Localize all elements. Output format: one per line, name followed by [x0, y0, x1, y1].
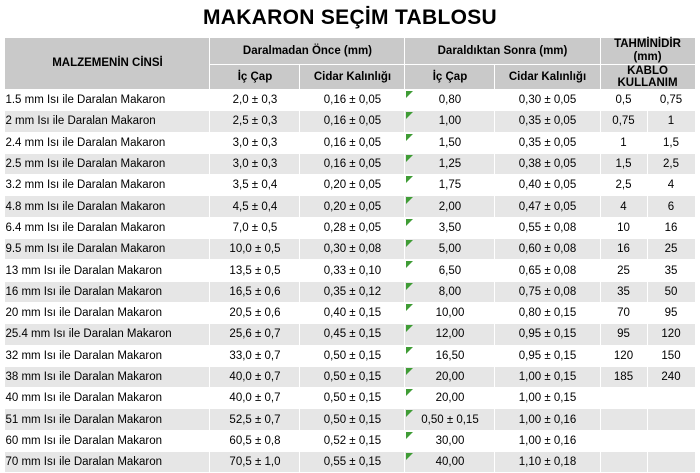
- cell-after-wall: 0,30 ± 0,05: [495, 90, 600, 111]
- cell-after-inner: 1,25: [405, 153, 495, 174]
- cell-after-inner: 20,00: [405, 366, 495, 387]
- cell-before-wall: 0,20 ± 0,05: [300, 196, 405, 217]
- cell-cable-min: 0,75: [600, 111, 647, 132]
- table-head: [5, 38, 695, 90]
- header-before-group: Daralmadan Önce (mm): [210, 38, 405, 65]
- cell-before-wall: 0,28 ± 0,05: [300, 217, 405, 238]
- green-corner-marker-icon: [406, 389, 413, 396]
- cell-after-wall: 1,00 ± 0,15: [495, 388, 600, 409]
- cell-after-wall: 1,00 ± 0,15: [495, 366, 600, 387]
- cell-after-inner: 2,00: [405, 196, 495, 217]
- cell-before-inner: 20,5 ± 0,6: [210, 302, 300, 323]
- cell-cable-min: 0,5: [600, 90, 647, 111]
- cell-after-wall: 0,95 ± 0,15: [495, 324, 600, 345]
- table-row: [5, 132, 695, 153]
- green-corner-marker-icon: [406, 91, 413, 98]
- cell-cable-min: 1,5: [600, 153, 647, 174]
- cell-cable-min: 4: [600, 196, 647, 217]
- cell-after-wall: 0,60 ± 0,08: [495, 239, 600, 260]
- cell-before-inner: 40,0 ± 0,7: [210, 366, 300, 387]
- cell-material-name: 3.2 mm Isı ile Daralan Makaron: [5, 175, 210, 196]
- cell-after-inner: 20,00: [405, 388, 495, 409]
- cell-material-name: 16 mm Isı ile Daralan Makaron: [5, 281, 210, 302]
- cell-before-inner: 33,0 ± 0,7: [210, 345, 300, 366]
- table-row: [5, 239, 695, 260]
- cell-before-inner: 3,0 ± 0,3: [210, 153, 300, 174]
- cell-before-wall: 0,45 ± 0,15: [300, 324, 405, 345]
- cell-cable-max: 50: [647, 281, 695, 302]
- cell-before-inner: 10,0 ± 0,5: [210, 239, 300, 260]
- green-corner-marker-icon: [406, 176, 413, 183]
- cell-cable-max: [647, 388, 695, 409]
- cell-after-inner: 12,00: [405, 324, 495, 345]
- cell-before-inner: 4,5 ± 0,4: [210, 196, 300, 217]
- cell-after-inner: 5,00: [405, 239, 495, 260]
- table-body: [5, 90, 695, 473]
- cell-after-inner: 0,50 ± 0,15: [405, 409, 495, 430]
- cell-after-inner: 10,00: [405, 302, 495, 323]
- cell-before-wall: 0,16 ± 0,05: [300, 111, 405, 132]
- header-before-wall: Cidar Kalınlığı: [300, 65, 405, 90]
- table-row: [5, 345, 695, 366]
- cell-before-inner: 60,5 ± 0,8: [210, 430, 300, 451]
- green-corner-marker-icon: [406, 304, 413, 311]
- green-corner-marker-icon: [406, 453, 413, 460]
- cell-material-name: 60 mm Isı ile Daralan Makaron: [5, 430, 210, 451]
- cell-cable-max: 95: [647, 302, 695, 323]
- green-corner-marker-icon: [406, 261, 413, 268]
- cell-after-inner: 0,80: [405, 90, 495, 111]
- cell-before-inner: 25,6 ± 0,7: [210, 324, 300, 345]
- cell-material-name: 32 mm Isı ile Daralan Makaron: [5, 345, 210, 366]
- header-cable-usage: KABLO KULLANIM: [600, 65, 695, 90]
- cell-after-wall: 1,00 ± 0,16: [495, 409, 600, 430]
- header-after-group: Daraldıktan Sonra (mm): [405, 38, 600, 65]
- table-row: [5, 90, 695, 111]
- cell-material-name: 2.4 mm Isı ile Daralan Makaron: [5, 132, 210, 153]
- cell-before-inner: 52,5 ± 0,7: [210, 409, 300, 430]
- table-row: [5, 260, 695, 281]
- green-corner-marker-icon: [406, 155, 413, 162]
- table-row: [5, 409, 695, 430]
- cell-after-wall: 0,35 ± 0,05: [495, 111, 600, 132]
- cell-before-wall: 0,33 ± 0,10: [300, 260, 405, 281]
- table-row: [5, 302, 695, 323]
- cell-cable-max: 35: [647, 260, 695, 281]
- cell-material-name: 2 mm Isı ile Daralan Makaron: [5, 111, 210, 132]
- cell-cable-max: 16: [647, 217, 695, 238]
- cell-cable-min: 10: [600, 217, 647, 238]
- cell-before-inner: 3,5 ± 0,4: [210, 175, 300, 196]
- cell-after-inner: 8,00: [405, 281, 495, 302]
- cell-material-name: 40 mm Isı ile Daralan Makaron: [5, 388, 210, 409]
- cell-after-wall: 0,47 ± 0,05: [495, 196, 600, 217]
- green-corner-marker-icon: [406, 112, 413, 119]
- cell-material-name: 13 mm Isı ile Daralan Makaron: [5, 260, 210, 281]
- header-after-inner: İç Çap: [405, 65, 495, 90]
- cell-cable-max: 6: [647, 196, 695, 217]
- cell-after-wall: 0,35 ± 0,05: [495, 132, 600, 153]
- table-header-row-1: [5, 38, 695, 65]
- green-corner-marker-icon: [406, 134, 413, 141]
- cell-cable-max: 240: [647, 366, 695, 387]
- cell-after-wall: 1,00 ± 0,16: [495, 430, 600, 451]
- cell-cable-max: [647, 452, 695, 473]
- cell-before-wall: 0,16 ± 0,05: [300, 153, 405, 174]
- cell-material-name: 6.4 mm Isı ile Daralan Makaron: [5, 217, 210, 238]
- cell-after-inner: 1,50: [405, 132, 495, 153]
- cell-after-wall: 0,75 ± 0,08: [495, 281, 600, 302]
- cell-cable-max: 150: [647, 345, 695, 366]
- table-row: [5, 388, 695, 409]
- green-corner-marker-icon: [406, 283, 413, 290]
- header-estimate-group: TAHMİNİDİR (mm): [600, 38, 695, 65]
- cell-cable-max: 120: [647, 324, 695, 345]
- cell-before-inner: 70,5 ± 1,0: [210, 452, 300, 473]
- cell-material-name: 4.8 mm Isı ile Daralan Makaron: [5, 196, 210, 217]
- cell-before-inner: 2,5 ± 0,3: [210, 111, 300, 132]
- cell-after-wall: 0,55 ± 0,08: [495, 217, 600, 238]
- cell-cable-min: [600, 409, 647, 430]
- cell-cable-min: [600, 388, 647, 409]
- green-corner-marker-icon: [406, 240, 413, 247]
- cell-before-wall: 0,35 ± 0,12: [300, 281, 405, 302]
- header-after-wall: Cidar Kalınlığı: [495, 65, 600, 90]
- cell-material-name: 2.5 mm Isı ile Daralan Makaron: [5, 153, 210, 174]
- green-corner-marker-icon: [406, 410, 413, 417]
- cell-cable-min: 25: [600, 260, 647, 281]
- cell-cable-min: 16: [600, 239, 647, 260]
- cell-cable-max: 4: [647, 175, 695, 196]
- table-row: [5, 324, 695, 345]
- cell-before-inner: 3,0 ± 0,3: [210, 132, 300, 153]
- cell-material-name: 9.5 mm Isı ile Daralan Makaron: [5, 239, 210, 260]
- green-corner-marker-icon: [406, 347, 413, 354]
- cell-cable-min: 95: [600, 324, 647, 345]
- cell-after-wall: 1,10 ± 0,18: [495, 452, 600, 473]
- cell-material-name: 25.4 mm Isı ile Daralan Makaron: [5, 324, 210, 345]
- cell-before-wall: 0,52 ± 0,15: [300, 430, 405, 451]
- cell-cable-max: 25: [647, 239, 695, 260]
- cell-before-wall: 0,40 ± 0,15: [300, 302, 405, 323]
- table-row: [5, 196, 695, 217]
- table-row: [5, 430, 695, 451]
- cell-cable-max: 2,5: [647, 153, 695, 174]
- green-corner-marker-icon: [406, 197, 413, 204]
- green-corner-marker-icon: [406, 432, 413, 439]
- table-row: [5, 281, 695, 302]
- cell-before-inner: 7,0 ± 0,5: [210, 217, 300, 238]
- table-row: [5, 217, 695, 238]
- cell-after-inner: 1,00: [405, 111, 495, 132]
- cell-after-inner: 16,50: [405, 345, 495, 366]
- cell-before-wall: 0,50 ± 0,15: [300, 409, 405, 430]
- page-title: MAKARON SEÇİM TABLOSU: [202, 6, 498, 29]
- cell-before-wall: 0,55 ± 0,15: [300, 452, 405, 473]
- table-row: [5, 175, 695, 196]
- cell-after-inner: 6,50: [405, 260, 495, 281]
- cell-cable-max: 1: [647, 111, 695, 132]
- header-before-inner: İç Çap: [210, 65, 300, 90]
- cell-cable-max: [647, 409, 695, 430]
- cell-before-wall: 0,50 ± 0,15: [300, 388, 405, 409]
- cell-before-wall: 0,50 ± 0,15: [300, 366, 405, 387]
- cell-cable-min: [600, 452, 647, 473]
- cell-before-wall: 0,16 ± 0,05: [300, 132, 405, 153]
- cell-before-wall: 0,50 ± 0,15: [300, 345, 405, 366]
- cell-cable-max: 0,75: [647, 90, 695, 111]
- cell-before-wall: 0,20 ± 0,05: [300, 175, 405, 196]
- cell-before-wall: 0,30 ± 0,08: [300, 239, 405, 260]
- table-row: [5, 452, 695, 473]
- cell-cable-min: 120: [600, 345, 647, 366]
- cell-before-inner: 40,0 ± 0,7: [210, 388, 300, 409]
- table-row: [5, 153, 695, 174]
- cell-cable-max: [647, 430, 695, 451]
- cell-material-name: 1.5 mm Isı ile Daralan Makaron: [5, 90, 210, 111]
- cell-material-name: 70 mm Isı ile Daralan Makaron: [5, 452, 210, 473]
- cell-cable-min: 35: [600, 281, 647, 302]
- cell-after-wall: 0,65 ± 0,08: [495, 260, 600, 281]
- cell-material-name: 20 mm Isı ile Daralan Makaron: [5, 302, 210, 323]
- table-row: [5, 111, 695, 132]
- green-corner-marker-icon: [406, 325, 413, 332]
- cell-after-inner: 30,00: [405, 430, 495, 451]
- cell-before-inner: 2,0 ± 0,3: [210, 90, 300, 111]
- cell-after-wall: 0,80 ± 0,15: [495, 302, 600, 323]
- cell-before-inner: 16,5 ± 0,6: [210, 281, 300, 302]
- cell-cable-min: 2,5: [600, 175, 647, 196]
- cell-after-wall: 0,38 ± 0,05: [495, 153, 600, 174]
- cell-cable-min: 70: [600, 302, 647, 323]
- cell-after-inner: 40,00: [405, 452, 495, 473]
- makaron-selection-table: [4, 37, 695, 473]
- cell-material-name: 38 mm Isı ile Daralan Makaron: [5, 366, 210, 387]
- cell-cable-max: 1,5: [647, 132, 695, 153]
- green-corner-marker-icon: [406, 219, 413, 226]
- cell-cable-min: 185: [600, 366, 647, 387]
- cell-after-inner: 3,50: [405, 217, 495, 238]
- cell-before-inner: 13,5 ± 0,5: [210, 260, 300, 281]
- green-corner-marker-icon: [406, 368, 413, 375]
- table-row: [5, 366, 695, 387]
- cell-after-wall: 0,95 ± 0,15: [495, 345, 600, 366]
- cell-after-inner: 1,75: [405, 175, 495, 196]
- cell-cable-min: 1: [600, 132, 647, 153]
- header-material: MALZEMENİN CİNSİ: [5, 38, 210, 90]
- cell-material-name: 51 mm Isı ile Daralan Makaron: [5, 409, 210, 430]
- cell-cable-min: [600, 430, 647, 451]
- cell-before-wall: 0,16 ± 0,05: [300, 90, 405, 111]
- cell-after-wall: 0,40 ± 0,05: [495, 175, 600, 196]
